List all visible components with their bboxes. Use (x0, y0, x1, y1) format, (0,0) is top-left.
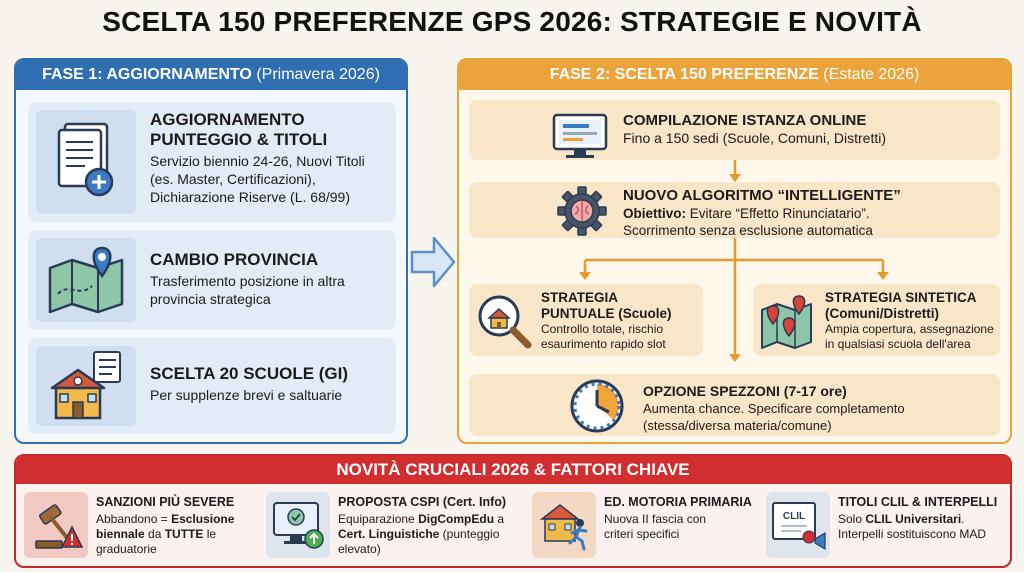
phase2-heading: FASE 2: SCELTA 150 PREFERENZE (549, 66, 819, 83)
monitor-form-icon (551, 112, 609, 165)
card-strategia-puntuale (469, 284, 703, 356)
school-list-icon (36, 346, 136, 426)
map-pin-icon (36, 238, 136, 322)
cspi-body (338, 512, 516, 557)
phase1-period: (Primavera 2026) (256, 66, 380, 83)
sanzioni-t3: le graduatorie (96, 527, 217, 556)
card-aggiornamento-body: Servizio biennio 24-26, Nuovi Titoli (es. Master, Certificazioni), Dichiarazione Riserve (L. 68/99) (150, 153, 365, 205)
phase2-period: (Estate 2026) (823, 66, 920, 83)
cspi-title: PROPOSTA CSPI (Cert. Info) (338, 495, 507, 509)
algoritmo-title: NUOVO ALGORITMO “INTELLIGENTE” (623, 187, 901, 204)
card-algoritmo (469, 182, 1000, 238)
clil-line2: Interpelli sostituiscono MAD (838, 527, 987, 541)
clil-certificate-icon (766, 492, 830, 558)
cspi-t1: Equiparazione (338, 512, 419, 526)
phase2-panel (457, 58, 1012, 444)
sanzioni-title: SANZIONI PIÙ SEVERE (96, 495, 235, 509)
certificate-monitor-icon (266, 492, 330, 558)
algoritmo-goal (623, 205, 901, 222)
card-cambio-provincia-body: Trasferimento posizione in altra provincia strategica (150, 273, 345, 307)
algoritmo-goal-label: Obiettivo: (623, 206, 686, 221)
sanzioni-body (96, 512, 256, 557)
istanza-online-title: COMPILAZIONE ISTANZA ONLINE (623, 112, 867, 129)
novita-ed-motoria (532, 492, 764, 562)
card-aggiornamento-title1: AGGIORNAMENTO (150, 110, 305, 129)
strategia-puntuale-title2: PUNTUALE (Scuole) (541, 306, 672, 321)
sanzioni-t2: da (144, 527, 165, 541)
clil-title: TITOLI CLIL & INTERPELLI (838, 495, 998, 509)
card-scelta-scuole-body: Per supplenze brevi e saltuarie (150, 387, 343, 403)
gear-brain-icon (557, 186, 607, 241)
page-title: SCELTA 150 PREFERENZE GPS 2026: STRATEGIE E NOVITÀ (102, 6, 922, 37)
cspi-t2: a (494, 512, 505, 526)
clil-body (838, 512, 1006, 527)
clil-t1: Solo (838, 512, 866, 526)
strategia-puntuale-title1: STRATEGIA (541, 290, 618, 305)
card-cambio-provincia (28, 230, 396, 330)
document-plus-icon (36, 110, 136, 214)
clock-icon (569, 378, 625, 439)
novita-cspi (266, 492, 516, 562)
phase-transition-arrow-icon (410, 234, 456, 290)
svg-text:CLIL: CLIL (782, 511, 806, 522)
sanzioni-b2: TUTTE (164, 527, 204, 541)
phase1-heading: FASE 1: AGGIORNAMENTO (42, 66, 252, 83)
card-cambio-provincia-title: CAMBIO PROVINCIA (150, 250, 319, 269)
card-strategia-sintetica (753, 284, 1000, 356)
novita-panel (14, 454, 1012, 568)
sanzioni-t1: Abbandono = (96, 512, 172, 526)
ed-motoria-title: ED. MOTORIA PRIMARIA (604, 495, 752, 509)
card-scelta-scuole-title: SCELTA 20 SCUOLE (GI) (150, 364, 349, 383)
algoritmo-body: Scorrimento senza esclusione automatica (623, 223, 873, 238)
clil-t2: . (961, 512, 965, 526)
cspi-b2: Cert. Linguistiche (338, 527, 440, 541)
card-spezzoni (469, 374, 1000, 436)
cspi-t3: (punteggio elevato) (338, 527, 500, 556)
phase1-header (16, 60, 406, 90)
strategia-sintetica-title2: (Comuni/Distretti) (825, 306, 939, 321)
novita-header: NOVITÀ CRUCIALI 2026 & FATTORI CHIAVE (16, 456, 1010, 484)
card-istanza-online (469, 100, 1000, 160)
gavel-warning-icon (24, 492, 88, 558)
strategia-sintetica-body: Ampia copertura, assegnazione in qualsiasi scuola dell'area (825, 322, 994, 351)
strategia-sintetica-title1: STRATEGIA SINTETICA (825, 290, 977, 305)
clil-b1: CLIL Universitari (865, 512, 962, 526)
sanzioni-b1: Esclusione biennale (96, 512, 235, 541)
card-aggiornamento (28, 102, 396, 222)
istanza-online-body: Fino a 150 sedi (Scuole, Comuni, Distretti) (623, 130, 886, 146)
magnifier-school-icon (475, 292, 533, 355)
map-pins-icon (759, 292, 815, 355)
card-aggiornamento-title2: PUNTEGGIO & TITOLI (150, 130, 328, 149)
spezzoni-title: OPZIONE SPEZZONI (7-17 ore) (643, 383, 847, 399)
spezzoni-body: Aumenta chance. Specificare completamento (stessa/diversa materia/comune) (643, 401, 905, 433)
phase1-panel (14, 58, 408, 444)
strategia-puntuale-body: Controllo totale, rischio esaurimento rapido slot (541, 322, 666, 351)
card-scelta-scuole (28, 338, 396, 434)
algoritmo-goal-text: Evitare “Effetto Rinunciatario”. (686, 206, 870, 221)
novita-sanzioni (24, 492, 256, 562)
novita-clil (766, 492, 1006, 562)
ed-motoria-body: Nuova II fascia con criteri specifici (604, 512, 707, 541)
cspi-b1: DigCompEdu (418, 512, 495, 526)
school-runner-icon (532, 492, 596, 558)
